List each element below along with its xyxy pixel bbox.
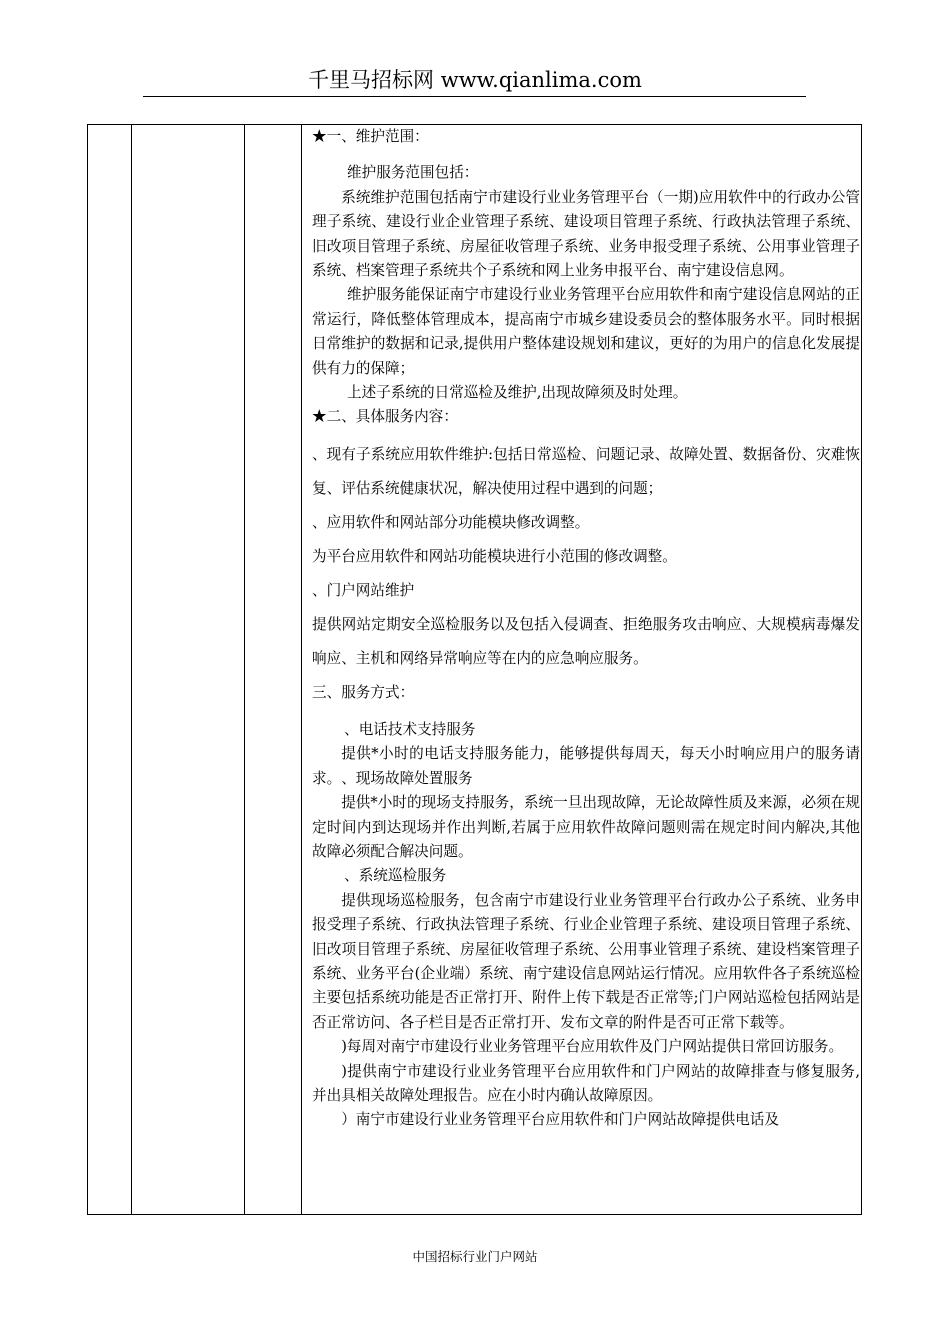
page-footer: 中国招标行业门户网站 [412,1249,538,1264]
table-column-divider-3 [301,125,302,1214]
document-table [87,124,862,1215]
section-heading-scope: ★一、维护范围： [312,128,429,145]
paragraph: 提供现场巡检服务，包含南宁市建设行业业务管理平台行政办公子系统、业务申报受理子系统、行政执法管理子系统、行业企业管理子系统、建设项目管理子系统、旧改项目管理子系统、房屋征收管理子系统、公用事业管理子系统、建设档案管理子系统、业务平台(企业端）系统、南宁建设信息网站运行情况。应用软件各子系统巡检主要包括系统功能是否正常打开、附件上传下载是否正常等;门户网站巡检包括网站是否正常访问、各子栏目是否正常打开、发布文章的附件是否可正常下载等。 [312,891,860,1031]
paragraph: 提供*小时的现场支持服务，系统一旦出现故障，无论故障性质及来源，必须在规定时间内到达现场并作出判断,若属于应用软件故障问题则需在规定时间内解决,其他故障必须配合解决问题。 [312,794,860,860]
paragraph: 、现有子系统应用软件维护:包括日常巡检、问题记录、故障处置、数据备份、灾难恢复、评估系统健康状况，解决使用过程中遇到的问题； [312,445,860,497]
paragraph: 维护服务能保证南宁市建设行业业务管理平台应用软件和南宁建设信息网站的正常运行，降低整体管理成本，提高南宁市城乡建设委员会的整体服务水平。同时根据日常维护的数据和记录,提供用户整体建设规划和建议，更好的为用户的信息化发展提供有力的保障； [312,286,860,377]
section-heading-service-mode: 三、服务方式： [312,683,415,701]
paragraph: 上述子系统的日常巡检及维护,出现故障须及时处理。 [347,384,688,402]
section-heading-service-content: ★二、具体服务内容： [312,408,458,426]
page-header-title: 千里马招标网 www.qianlima.com [308,68,642,92]
paragraph: 维护服务范围包括： [347,164,479,182]
paragraph: 系统维护范围包括南宁市建设行业业务管理平台（一期)应用软件中的行政办公管理子系统、建设行业企业管理子系统、建设项目管理子系统、行政执法管理子系统、旧改项目管理子系统、房屋征收管理子系统、业务申报受理子系统、公用事业管理子系统、档案管理子系统共个子系统和网上业务申报平台、南宁建设信息网。 [312,188,860,280]
table-column-divider-2 [244,125,245,1214]
paragraph: )每周对南宁市建设行业业务管理平台应用软件及门户网站提供日常回访服务。 [341,1038,844,1056]
paragraph: ）南宁市建设行业业务管理平台应用软件和门户网站故障提供电话及 [341,1111,780,1129]
paragraph: 、门户网站维护 [312,581,415,599]
paragraph: 、应用软件和网站部分功能模块修改调整。 [312,513,590,531]
paragraph: 提供*小时的电话支持服务能力，能够提供每周天，每天小时响应用户的服务请求。﻿、现场故障处置服务 [312,745,860,787]
paragraph: 为平台应用软件和网站功能模块进行小范围的修改调整。 [312,547,677,565]
paragraph: )提供南宁市建设行业业务管理平台应用软件和门户网站的故障排查与修复服务,并出具相关故障处理报告。应在小时内确认故障原因。 [312,1062,860,1104]
table-content-cell [310,125,860,1214]
paragraph: 、系统巡检服务 [344,867,447,885]
paragraph: 、电话技术支持服务 [344,720,476,738]
table-column-divider-1 [131,125,132,1214]
paragraph: 提供网站定期安全巡检服务以及包括入侵调查、拒绝服务攻击响应、大规模病毒爆发响应、主机和网络异常响应等在内的应急响应服务。 [312,615,860,667]
header-divider [143,96,806,97]
